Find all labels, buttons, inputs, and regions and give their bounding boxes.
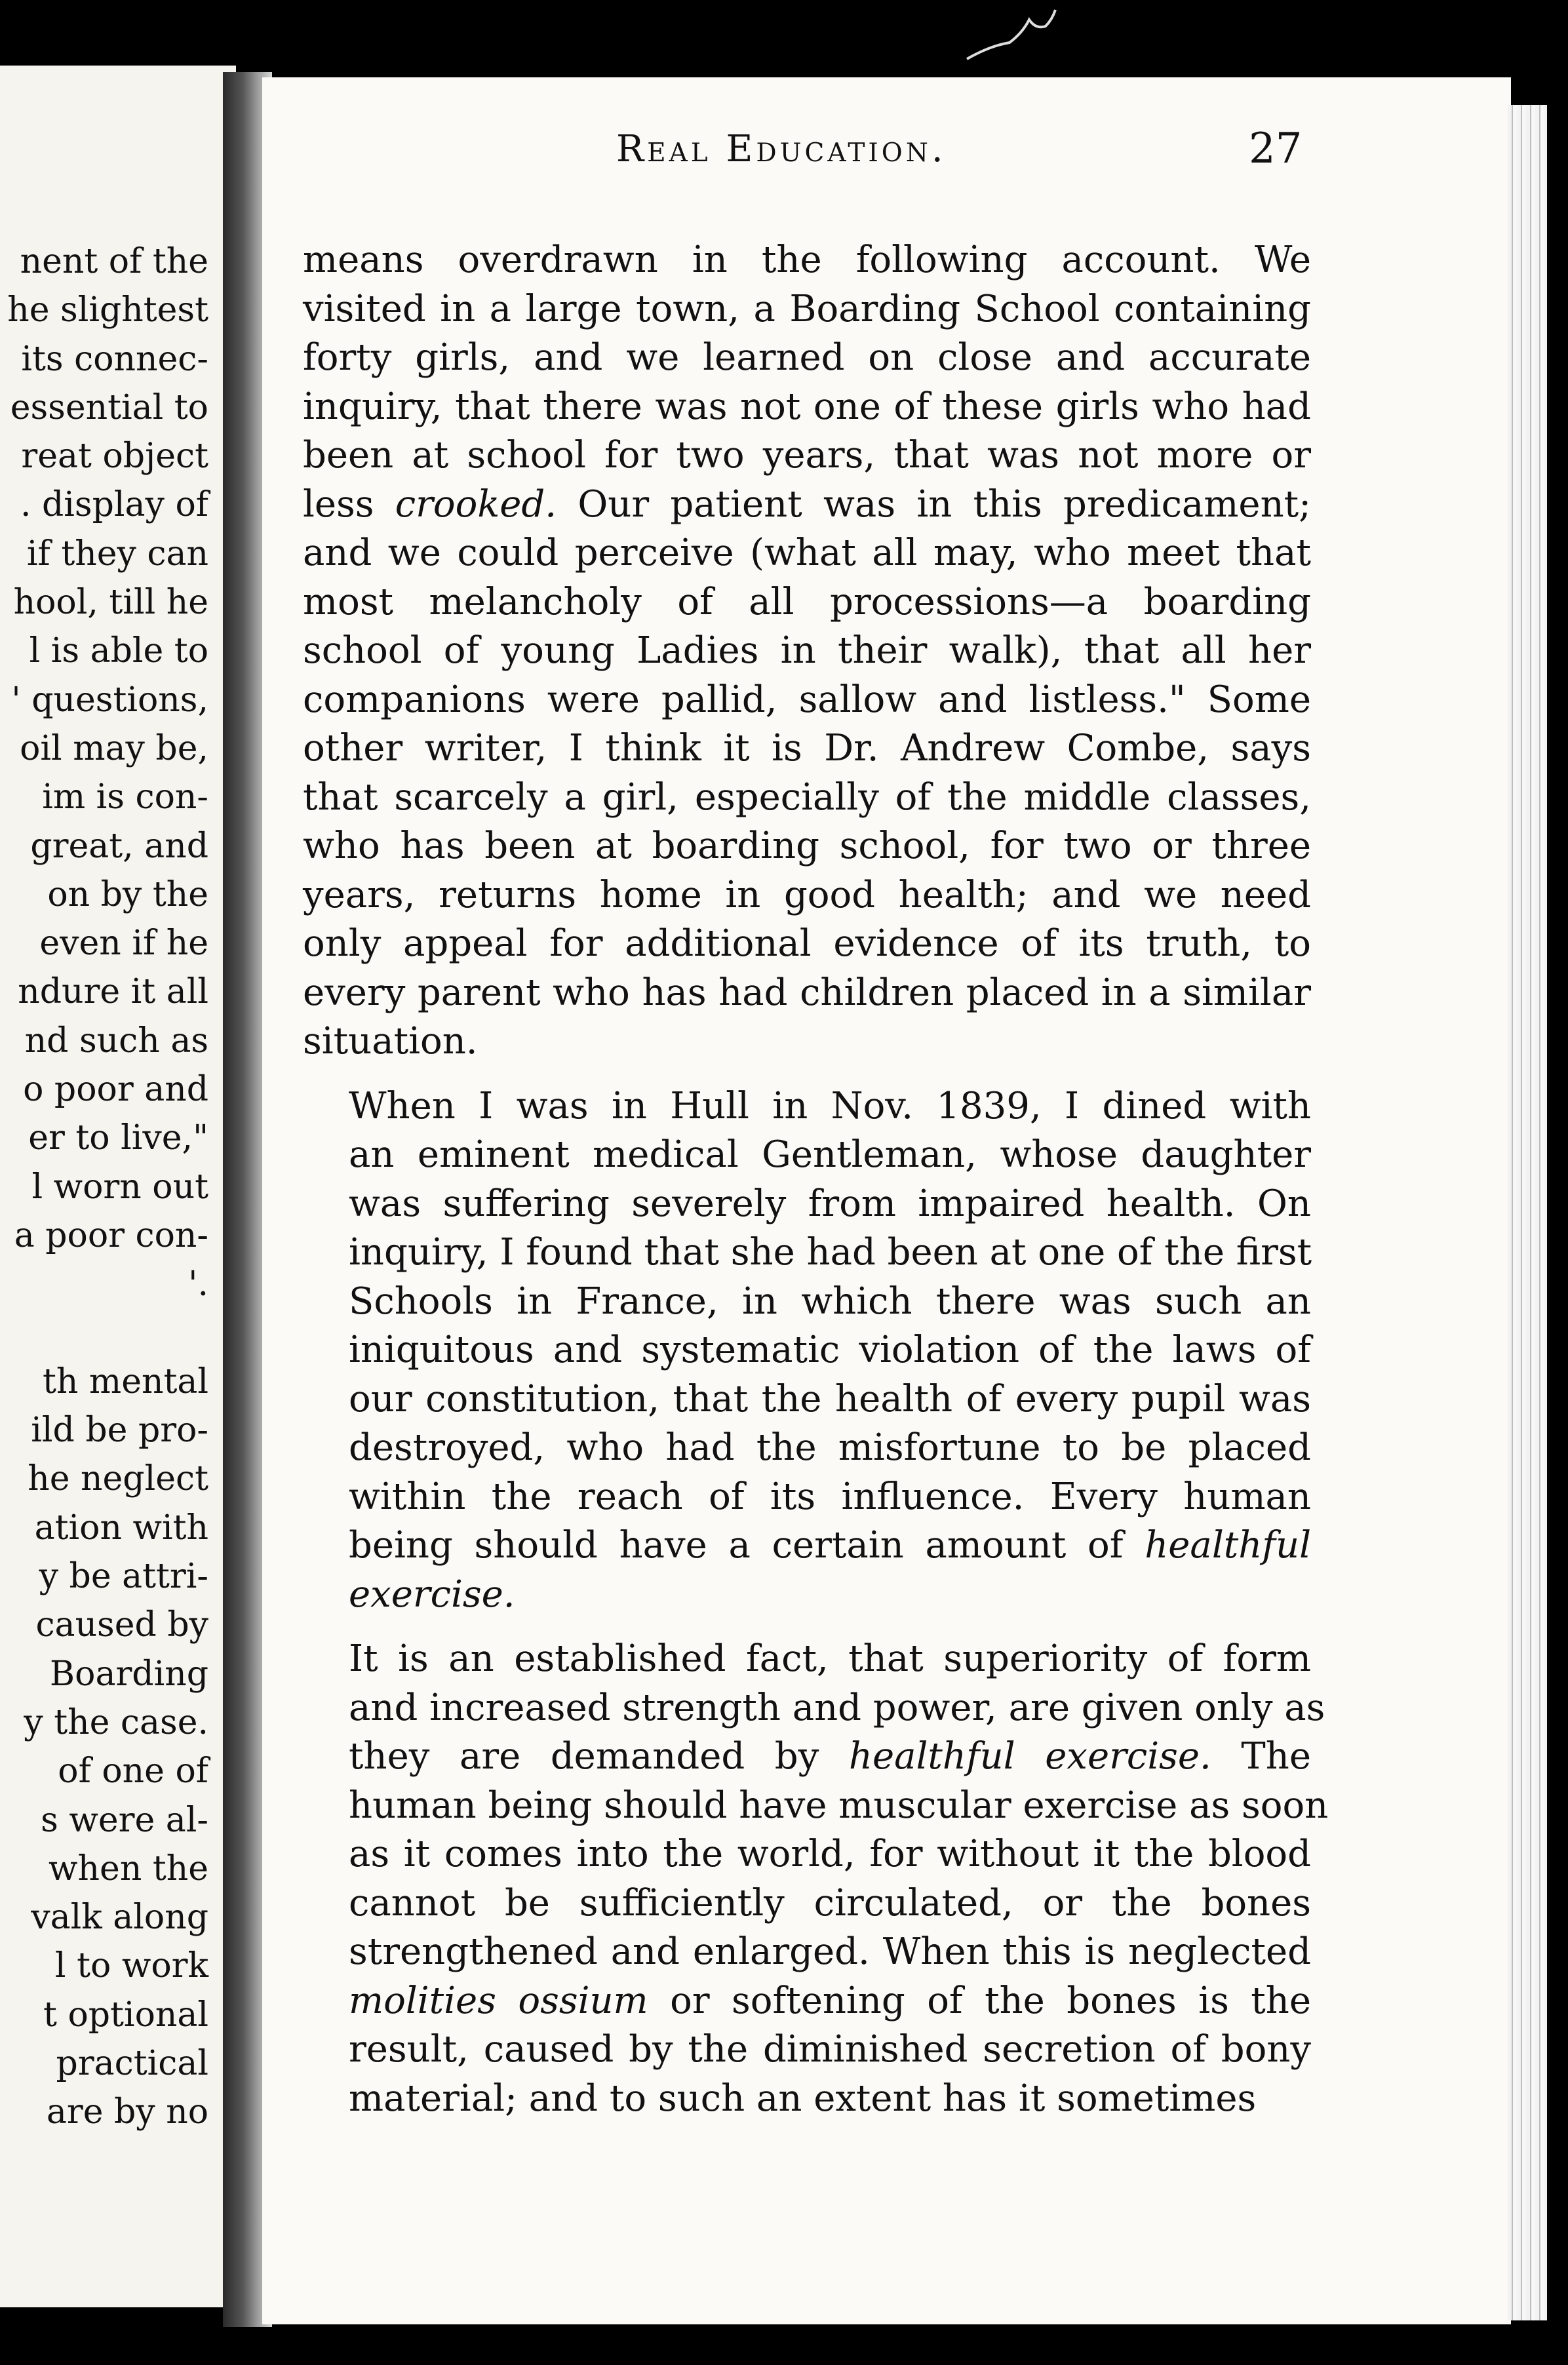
facing-page-line xyxy=(0,1309,208,1358)
facing-page-line: even if he xyxy=(39,924,208,964)
facing-page-line: . display of xyxy=(20,485,208,525)
facing-page-line: reat object xyxy=(21,437,208,477)
facing-page-line: s were al- xyxy=(41,1800,208,1840)
facing-page-line: ation with xyxy=(34,1508,208,1548)
text-line: When I was in Hull in Nov. 1839, I dined with xyxy=(349,1084,1311,1127)
text-line: that scarcely a girl, especially of the middle classes, xyxy=(303,775,1311,819)
pencil-mark xyxy=(964,7,1062,66)
facing-page-line: of one of xyxy=(58,1751,208,1791)
facing-page-line: its connec- xyxy=(21,339,208,379)
facing-page-line: '. xyxy=(188,1264,208,1304)
text-line: destroyed, who had the misfortune to be placed xyxy=(349,1426,1311,1469)
text-line: material; and to such an extent has it sometimes xyxy=(349,2077,1257,2120)
facing-page-line: im is con- xyxy=(42,777,208,817)
facing-page-line: he slightest xyxy=(7,290,208,330)
facing-page-line: y be attri- xyxy=(39,1557,208,1597)
text-line: and increased strength and power, are given only as xyxy=(349,1686,1325,1729)
facing-page-line: y the case. xyxy=(24,1702,208,1742)
running-head: Real Education. xyxy=(616,128,947,170)
paragraph xyxy=(303,1082,1311,1620)
text-line: being should have a certain amount of healthful xyxy=(349,1524,1311,1567)
facing-page-line: essential to xyxy=(10,387,208,427)
facing-page-line: nent of the xyxy=(20,242,208,281)
text-line: only appeal for additional evidence of its truth, to xyxy=(303,922,1311,965)
facing-page-line: ndure it all xyxy=(18,972,208,1012)
facing-page-line: l is able to xyxy=(29,631,208,671)
facing-page-line: a poor con- xyxy=(14,1215,208,1255)
text-line: situation. xyxy=(303,1020,478,1063)
facing-page-line: nd such as xyxy=(24,1021,208,1061)
facing-page-line: he neglect xyxy=(28,1459,208,1499)
text-line: forty girls, and we learned on close and accurate xyxy=(303,336,1311,379)
text-line: means overdrawn in the following account. We xyxy=(303,239,1311,281)
text-line: companions were pallid, sallow and listless." Some xyxy=(303,678,1311,721)
facing-page-line: ild be pro- xyxy=(31,1411,208,1451)
text-line: as it comes into the world, for without it the blood xyxy=(349,1833,1311,1875)
text-line: less crooked. Our patient was in this predicament; xyxy=(303,482,1312,526)
text-line: visited in a large town, a Boarding School containing xyxy=(303,287,1311,330)
page-edges xyxy=(1508,105,1547,2320)
facing-page-line: ' questions, xyxy=(11,680,208,720)
page-number: 27 xyxy=(1249,125,1303,173)
facing-page-line: Boarding xyxy=(49,1654,208,1694)
text-line: exercise. xyxy=(349,1573,515,1616)
text-line: inquiry, that there was not one of these girls who had xyxy=(303,385,1311,428)
paragraph xyxy=(303,236,1311,1066)
text-line: molities ossium or softening of the bones is the xyxy=(349,1979,1312,2022)
text-line: school of young Ladies in their walk), that all her xyxy=(303,629,1311,672)
text-line: human being should have muscular exercise as soon xyxy=(349,1784,1329,1827)
facing-page-line: are by no xyxy=(46,2092,208,2132)
text-line: iniquitous and systematic violation of the laws of xyxy=(349,1329,1311,1371)
text-line: our constitution, that the health of every pupil was xyxy=(349,1377,1311,1420)
text-line: within the reach of its influence. Every human xyxy=(349,1475,1311,1518)
facing-page-line: er to live," xyxy=(28,1118,208,1158)
facing-page-line: t optional xyxy=(43,1995,208,2035)
text-line: was suffering severely from impaired health. On xyxy=(349,1182,1311,1225)
text-line: they are demanded by healthful exercise. The xyxy=(349,1735,1311,1778)
facing-page-line: practical xyxy=(56,2043,208,2083)
facing-page-line: if they can xyxy=(26,534,208,574)
facing-page-line: valk along xyxy=(31,1898,208,1938)
paragraph xyxy=(303,1635,1329,2123)
text-line: and we could perceive (what all may, who meet that xyxy=(303,532,1311,574)
page-body xyxy=(303,236,1329,2123)
text-line: It is an established fact, that superiority of form xyxy=(349,1637,1311,1680)
facing-page-text xyxy=(0,237,208,2137)
text-line: Schools in France, in which there was such an xyxy=(349,1280,1311,1323)
facing-page-line: caused by xyxy=(35,1605,208,1645)
facing-page-line: great, and xyxy=(30,826,208,866)
facing-page-line: on by the xyxy=(47,874,208,914)
facing-page-line: th mental xyxy=(42,1361,208,1401)
facing-page-line: when the xyxy=(49,1848,208,1888)
text-line: an eminent medical Gentleman, whose daughter xyxy=(349,1133,1311,1176)
facing-page-line: hool, till he xyxy=(13,583,208,623)
text-line: most melancholy of all processions—a boarding xyxy=(303,580,1311,623)
text-line: every parent who has had children placed in a similar xyxy=(303,971,1311,1014)
facing-page-line: o poor and xyxy=(23,1070,208,1110)
text-line: result, caused by the diminished secretion of bony xyxy=(349,2028,1311,2071)
text-line: been at school for two years, that was not more or xyxy=(303,434,1311,477)
text-line: years, returns home in good health; and we need xyxy=(303,873,1311,916)
facing-page xyxy=(0,66,236,2307)
facing-page-line: oil may be, xyxy=(20,728,208,768)
facing-page-line: l worn out xyxy=(31,1167,208,1207)
text-line: who has been at boarding school, for two or three xyxy=(303,825,1311,867)
facing-page-line: l to work xyxy=(54,1946,208,1986)
text-line: inquiry, I found that she had been at one of the first xyxy=(349,1231,1312,1274)
text-line: strengthened and enlarged. When this is neglected xyxy=(349,1930,1311,1973)
text-line: other writer, I think it is Dr. Andrew Combe, says xyxy=(303,727,1311,770)
text-line: cannot be sufficiently circulated, or the bones xyxy=(349,1881,1311,1925)
